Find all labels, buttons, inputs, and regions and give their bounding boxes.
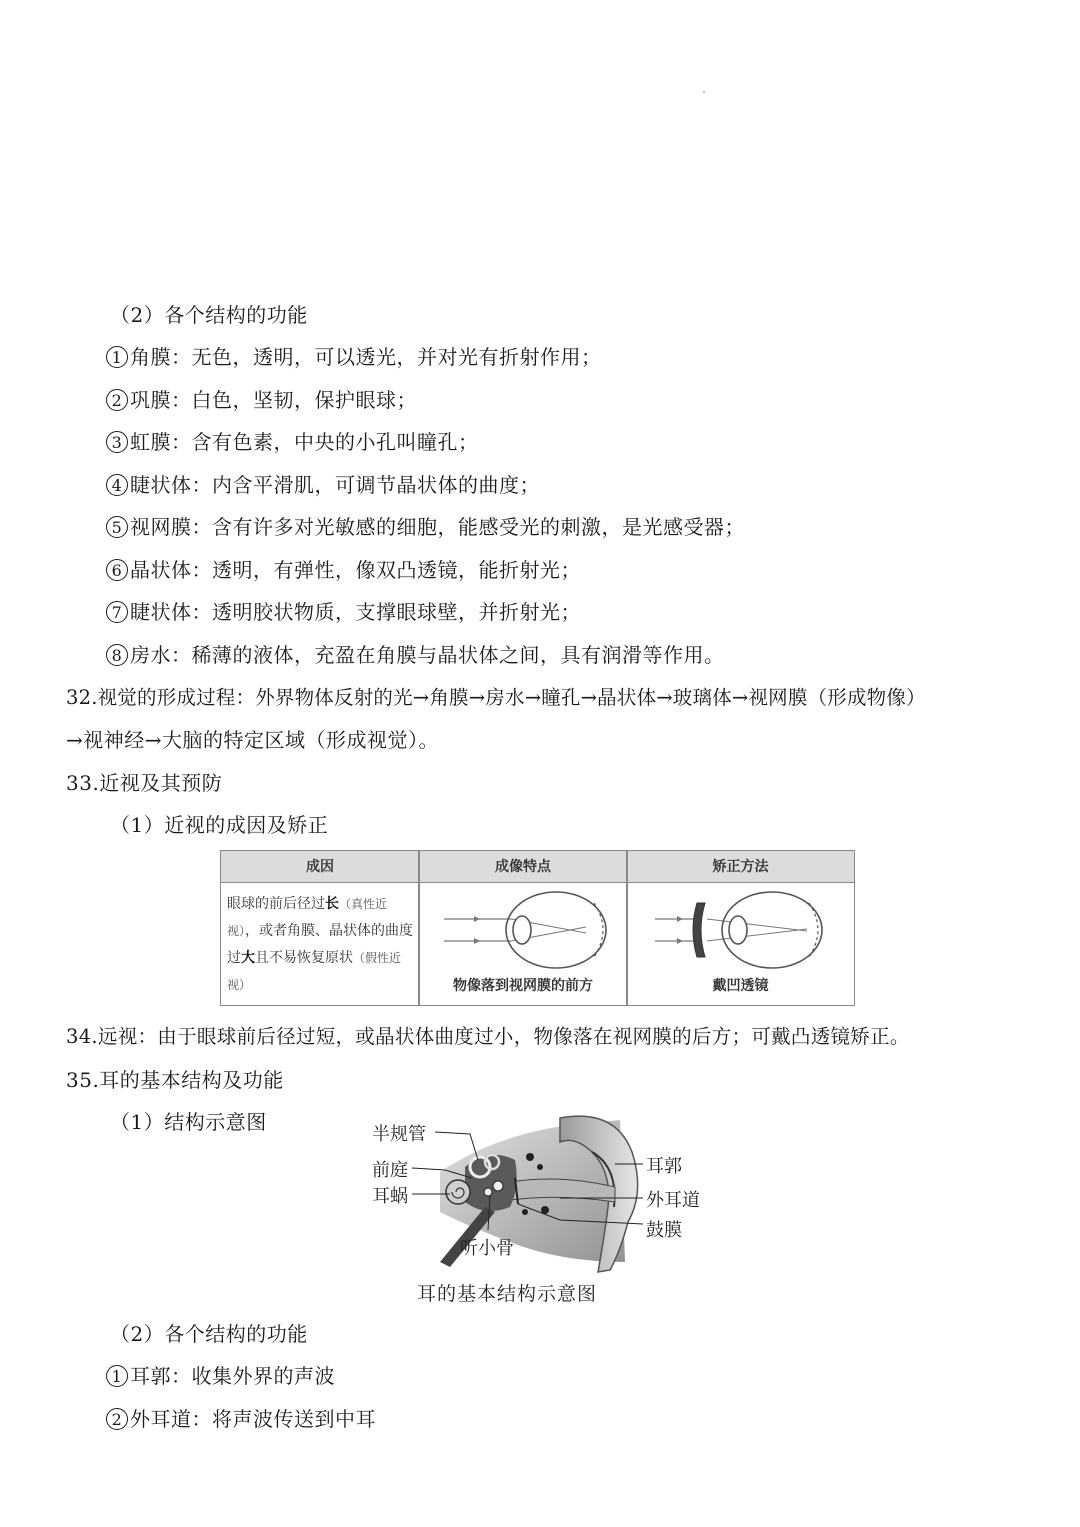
function-text: 虹膜：含有色素，中央的小孔叫瞳孔； — [130, 430, 479, 454]
item-35-heading: 35.耳的基本结构及功能 — [66, 1068, 284, 1092]
imaging-caption: 物像落到视网膜的前方 — [453, 978, 593, 994]
circled-number: 2 — [106, 389, 128, 411]
header-imaging: 成像特点 — [419, 851, 627, 883]
label-ear-canal: 外耳道 — [646, 1190, 700, 1211]
concave-lens-diagram — [647, 889, 837, 973]
circled-number: 4 — [106, 474, 128, 496]
ear-functions-heading: （2）各个结构的功能 — [110, 1322, 308, 1346]
eye-function-5 — [106, 513, 745, 541]
function-text: 视网膜：含有许多对光敏感的细胞，能感受光的刺激，是光感受器； — [130, 515, 745, 539]
eye-function-1 — [106, 343, 602, 371]
function-text: 巩膜：白色，坚韧，保护眼球； — [130, 388, 417, 412]
item-33-subheading: （1）近视的成因及矫正 — [110, 813, 329, 837]
cause-text: 眼球的前后径过长（真性近视），或者角膜、晶状体的曲度过大且不易恢复原状（假性近视） — [227, 896, 414, 992]
correction-caption: 戴凹透镜 — [712, 978, 769, 994]
item-32-line1: 32.视觉的形成过程：外界物体反射的光→角膜→房水→瞳孔→晶状体→玻璃体→视网膜（形成物像） — [66, 686, 926, 709]
function-text: 睫状体：透明胶状物质，支撑眼球壁，并折射光； — [130, 600, 581, 624]
eye-function-4 — [106, 471, 540, 499]
label-ossicles: 听小骨 — [460, 1238, 514, 1259]
ear-function-2 — [106, 1405, 376, 1433]
circled-number: 1 — [106, 346, 128, 368]
label-auricle: 耳郭 — [646, 1156, 682, 1177]
function-text: 房水：稀薄的液体，充盈在角膜与晶状体之间，具有润滑等作用。 — [130, 643, 725, 667]
circled-number: 5 — [106, 516, 128, 538]
eye-function-2 — [106, 386, 417, 414]
function-text: 角膜：无色，透明，可以透光，并对光有折射作用； — [130, 345, 602, 369]
label-eardrum: 鼓膜 — [646, 1220, 682, 1241]
header-correction: 矫正方法 — [627, 851, 854, 883]
myopia-table — [220, 850, 855, 1006]
circled-number: 6 — [106, 559, 128, 581]
ear-function-1 — [106, 1362, 335, 1390]
header-cause: 成因 — [221, 851, 419, 883]
label-semicircular-canals: 半规管 — [372, 1124, 426, 1145]
myopic-eye-diagram — [436, 889, 616, 973]
item-34: 34.远视：由于眼球前后径过短，或晶状体曲度过小，物像落在视网膜的后方；可戴凸透镜矫正。 — [66, 1025, 910, 1048]
item-33-heading: 33.近视及其预防 — [66, 771, 223, 795]
ear-diagram-caption: 耳的基本结构示意图 — [417, 1283, 598, 1305]
circled-number: 3 — [106, 431, 128, 453]
eye-function-8 — [106, 641, 725, 669]
section-heading: （2）各个结构的功能 — [110, 303, 308, 327]
circled-number: 1 — [106, 1365, 128, 1387]
item-35-subheading: （1）结构示意图 — [110, 1110, 267, 1134]
scan-speck — [703, 91, 705, 93]
item-32-line2: →视神经→大脑的特定区域（形成视觉）。 — [66, 728, 440, 752]
function-text: 晶状体：透明，有弹性，像双凸透镜，能折射光； — [130, 558, 581, 582]
circled-number: 7 — [106, 601, 128, 623]
ear-structure-diagram — [360, 1112, 730, 1302]
function-text: 耳郭：收集外界的声波 — [130, 1364, 335, 1388]
eye-function-7 — [106, 598, 581, 626]
label-vestibule: 前庭 — [372, 1160, 408, 1181]
circled-number: 2 — [106, 1408, 128, 1430]
eye-function-3 — [106, 428, 479, 456]
function-text: 外耳道：将声波传送到中耳 — [130, 1407, 376, 1431]
function-text: 睫状体：内含平滑肌，可调节晶状体的曲度； — [130, 473, 540, 497]
label-cochlea: 耳蜗 — [372, 1186, 408, 1207]
eye-function-6 — [106, 556, 581, 584]
circled-number: 8 — [106, 644, 128, 666]
